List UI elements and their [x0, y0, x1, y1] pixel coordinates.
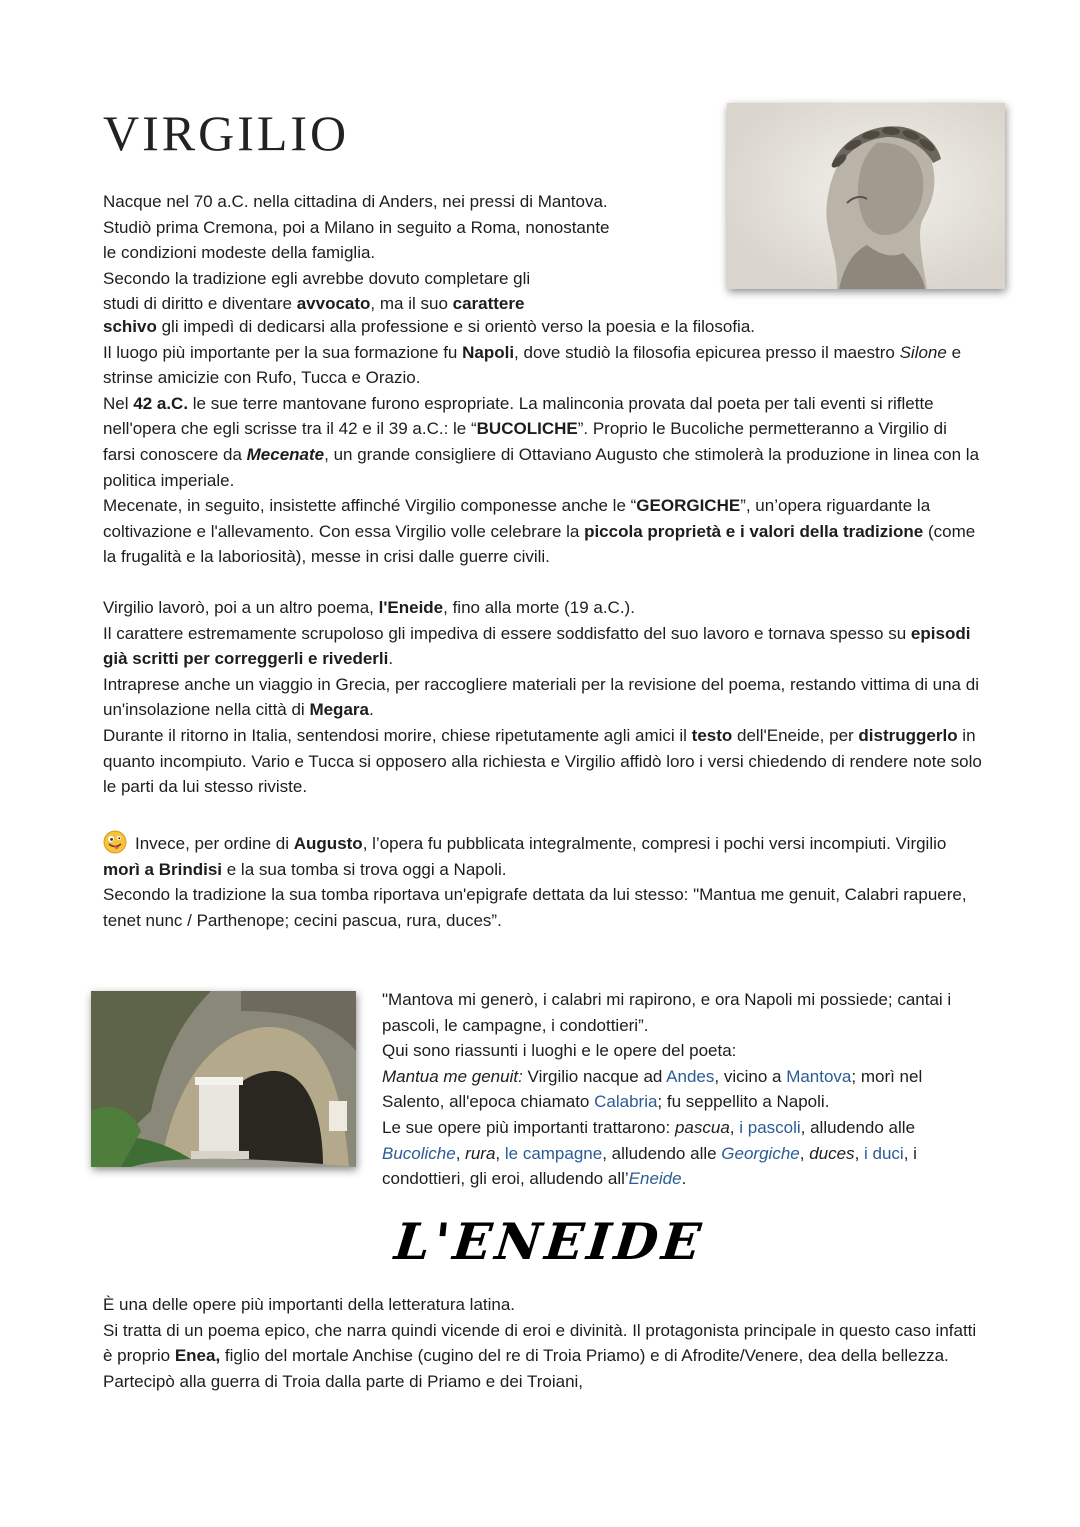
epigraph-places: Mantua me genuit: Virgilio nacque ad Andes, vicino a Mantova; morì nel Salento, all'epoca chiamato Calabria; fu seppellito a Napoli. — [382, 1066, 923, 1112]
duci-link[interactable]: i duci — [864, 1143, 904, 1163]
work-paragraph: Il carattere estremamente scrupoloso gli impediva di essere soddisfatto del suo lavoro e tornava spesso su episodi già scritti per correggerli e rivederli. — [103, 623, 971, 669]
bio-paragraph: schivo gli impedì di dedicarsi alla professione e si orientò verso la poesia e la filosofia. — [103, 317, 756, 336]
work-paragraph: Durante il ritorno in Italia, sentendosi morire, chiese ripetutamente agli amici il testo dell'Eneide, per distruggerlo in quanto incompiuto. Vario e Tucca si opposero alla richiesta e Virgilio affidò loro i versi chiedendo di rendere note solo le parti da lui stesso riviste. — [103, 725, 982, 797]
eneide-heading: L'ENEIDE — [391, 1212, 708, 1271]
page-title: VIRGILIO — [103, 105, 350, 161]
bio-paragraph: Il luogo più importante per la sua formazione fu Napoli, dove studiò la filosofia epicurea presso il maestro Silone e strinse amicizie con Rufo, Tucca e Orazio. — [103, 342, 962, 388]
georgiche-link[interactable]: Georgiche — [721, 1143, 800, 1163]
epigraph-summary: Qui sono riassunti i luoghi e le opere del poeta: — [382, 1041, 737, 1061]
death-paragraph: Invece, per ordine di Augusto, l’opera fu pubblicata integralmente, compresi i pochi versi incompiuti. Virgilio morì a Brindisi e la sua tomba si trova oggi a Napoli. — [103, 830, 983, 882]
mantova-link[interactable]: Mantova — [786, 1066, 852, 1086]
epigraph-explanation-block — [382, 987, 982, 1192]
intro-line: studi di diritto e diventare avvocato, ma il suo carattere — [103, 294, 525, 314]
pascoli-link[interactable]: i pascoli — [739, 1117, 801, 1137]
calabria-link[interactable]: Calabria — [594, 1092, 658, 1112]
intro-line: le condizioni modeste della famiglia. — [103, 243, 376, 263]
intro-line: Secondo la tradizione egli avrebbe dovuto completare gli — [103, 268, 531, 288]
eneide-line: È una delle opere più importanti della letteratura latina. — [103, 1295, 516, 1314]
intro-line: Nacque nel 70 a.C. nella cittadina di Anders, nei pressi di Mantova. — [103, 192, 608, 211]
virgil-tomb-image — [91, 991, 356, 1167]
intro-block — [103, 189, 713, 317]
death-paragraph: Secondo la tradizione la sua tomba riportava un'epigrafe dettata da lui stesso: "Mantua me genuit, Calabri rapuere, tenet nunc / Parthenope; cecini pascua, rura, duces”. — [103, 885, 967, 930]
aeneid-work-block — [103, 595, 983, 800]
goofy-face-emoji-icon — [103, 830, 127, 854]
eneide-block — [103, 1292, 983, 1394]
epigraph-translation: "Mantova mi generò, i calabri mi rapirono, e ora Napoli mi possiede; cantai i pascoli, le campagne, i condottieri”. — [382, 990, 952, 1035]
campagne-link[interactable]: le campagne — [504, 1143, 603, 1163]
andes-link[interactable]: Andes — [666, 1066, 715, 1086]
work-paragraph: Virgilio lavorò, poi a un altro poema, l'Eneide, fino alla morte (19 a.C.). — [103, 598, 635, 617]
bucoliche-link[interactable]: Bucoliche — [382, 1143, 456, 1163]
intro-line: Studiò prima Cremona, poi a Milano in seguito a Roma, nonostante — [103, 217, 610, 237]
death-block — [103, 830, 983, 933]
epigraph-works: Le sue opere più importanti trattarono: pascua, i pascoli, alludendo alle Bucoliche, rura, le campagne, alludendo alle Georgiche, duces, i duci, i condottieri, gli eroi, alludendo all’Eneide. — [382, 1117, 917, 1189]
bio-paragraph: Nel 42 a.C. le sue terre mantovane furono espropriate. La malinconia provata dal poeta per tali eventi si riflette nell'opera che egli scrisse tra il 42 e il 39 a.C.: le “BUCOLICHE”. Proprio le Bucoliche permetteranno a Virgilio di farsi conoscere da Mecenate, un grande consigliere di Ottaviano Augusto che stimolerà la produzione in linea con la politica imperiale. — [103, 393, 980, 490]
work-paragraph: Intraprese anche un viaggio in Grecia, per raccogliere materiali per la revisione del poema, restando vittima di una di un'insolazione nella città di Megara. — [103, 674, 979, 720]
eneide-link[interactable]: Eneide — [628, 1169, 682, 1189]
eneide-paragraph: Si tratta di un poema epico, che narra quindi vicende di eroi e divinità. Il protagonista principale in questo caso infatti è proprio Enea, figlio del mortale Anchise (cugino del re di Troia Priamo) e di Afrodite/Venere, dea della bellezza. Partecipò alla guerra di Troia dalla parte di Priamo e dei Troiani, — [103, 1320, 977, 1391]
biography-block — [103, 314, 983, 570]
virgil-portrait-image — [727, 103, 1005, 289]
bio-paragraph: Mecenate, in seguito, insistette affinché Virgilio componesse anche le “GEORGICHE”, un’opera riguardante la coltivazione e l'allevamento. Con essa Virgilio volle celebrare la piccola proprietà e i valori della tradizione (come la frugalità e la laboriosità), messe in crisi dalle guerre civili. — [103, 496, 976, 567]
